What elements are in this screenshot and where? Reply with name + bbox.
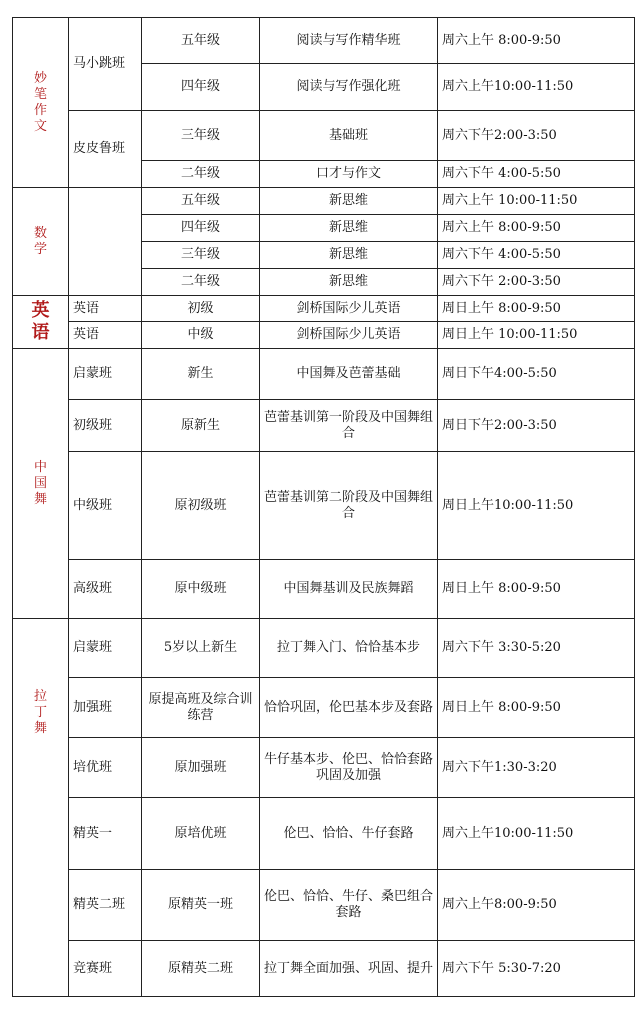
time-cell: 周日下午2:00-3:50 — [438, 400, 635, 452]
time-cell: 周六下午 4:00-5:50 — [438, 161, 635, 188]
table-row — [13, 349, 635, 400]
grade-cell: 五年级 — [142, 188, 260, 215]
schedule-table — [12, 17, 635, 997]
class-name: 培优班 — [69, 738, 142, 798]
subject-latin-dance: 拉丁舞 — [13, 619, 69, 997]
class-name: 启蒙班 — [69, 619, 142, 678]
time-cell: 周日上午 8:00-9:50 — [438, 560, 635, 619]
class-name: 高级班 — [69, 560, 142, 619]
grade-cell: 二年级 — [142, 269, 260, 296]
time-cell: 周六上午10:00-11:50 — [438, 798, 635, 870]
grade-cell: 原提高班及综合训练营 — [142, 678, 260, 738]
class-name: 精英二班 — [69, 870, 142, 941]
time-cell: 周六上午 10:00-11:50 — [438, 188, 635, 215]
grade-cell: 原培优班 — [142, 798, 260, 870]
grade-cell: 原中级班 — [142, 560, 260, 619]
table-row — [13, 798, 635, 870]
grade-cell: 三年级 — [142, 111, 260, 161]
course-cell: 口才与作文 — [260, 161, 438, 188]
grade-cell: 三年级 — [142, 242, 260, 269]
time-cell: 周日上午 8:00-9:50 — [438, 678, 635, 738]
subject-math: 数学 — [13, 188, 69, 296]
course-cell: 剑桥国际少儿英语 — [260, 296, 438, 322]
class-name: 皮皮鲁班 — [69, 111, 142, 188]
grade-cell: 5岁以上新生 — [142, 619, 260, 678]
table-row — [13, 941, 635, 997]
table-row — [13, 452, 635, 560]
time-cell: 周日下午4:00-5:50 — [438, 349, 635, 400]
time-cell: 周日上午 8:00-9:50 — [438, 296, 635, 322]
time-cell: 周六上午 8:00-9:50 — [438, 18, 635, 64]
course-cell: 剑桥国际少儿英语 — [260, 322, 438, 349]
table-row — [13, 738, 635, 798]
subject-chinese-dance: 中国舞 — [13, 349, 69, 619]
course-cell: 牛仔基本步、伦巴、恰恰套路巩固及加强 — [260, 738, 438, 798]
grade-cell: 四年级 — [142, 215, 260, 242]
subject-english: 英语 — [13, 296, 69, 349]
grade-cell: 原加强班 — [142, 738, 260, 798]
class-name — [69, 188, 142, 296]
time-cell: 周六下午 3:30-5:20 — [438, 619, 635, 678]
grade-cell: 原精英二班 — [142, 941, 260, 997]
course-cell: 恰恰巩固，伦巴基本步及套路 — [260, 678, 438, 738]
class-name: 英语 — [69, 296, 142, 322]
course-cell: 芭蕾基训第一阶段及中国舞组合 — [260, 400, 438, 452]
class-name: 加强班 — [69, 678, 142, 738]
course-cell: 新思维 — [260, 215, 438, 242]
course-cell: 拉丁舞全面加强、巩固、提升 — [260, 941, 438, 997]
grade-cell: 新生 — [142, 349, 260, 400]
table-row — [13, 560, 635, 619]
level-cell: 中级 — [142, 322, 260, 349]
time-cell: 周六上午 8:00-9:50 — [438, 215, 635, 242]
table-row — [13, 188, 635, 215]
class-name: 初级班 — [69, 400, 142, 452]
class-name: 启蒙班 — [69, 349, 142, 400]
course-cell: 新思维 — [260, 269, 438, 296]
course-cell: 新思维 — [260, 188, 438, 215]
table-row — [13, 296, 635, 322]
time-cell: 周六下午1:30-3:20 — [438, 738, 635, 798]
time-cell: 周六下午 2:00-3:50 — [438, 269, 635, 296]
course-cell: 芭蕾基训第二阶段及中国舞组合 — [260, 452, 438, 560]
course-cell: 中国舞及芭蕾基础 — [260, 349, 438, 400]
table-row — [13, 111, 635, 161]
grade-cell: 原新生 — [142, 400, 260, 452]
class-name: 马小跳班 — [69, 18, 142, 111]
course-cell: 伦巴、恰恰、牛仔套路 — [260, 798, 438, 870]
time-cell: 周日上午10:00-11:50 — [438, 452, 635, 560]
grade-cell: 五年级 — [142, 18, 260, 64]
subject-composition: 妙笔作文 — [13, 18, 69, 188]
course-cell: 基础班 — [260, 111, 438, 161]
grade-cell: 原初级班 — [142, 452, 260, 560]
table-row — [13, 322, 635, 349]
course-cell: 伦巴、恰恰、牛仔、桑巴组合套路 — [260, 870, 438, 941]
grade-cell: 原精英一班 — [142, 870, 260, 941]
table-row — [13, 870, 635, 941]
course-cell: 中国舞基训及民族舞蹈 — [260, 560, 438, 619]
course-cell: 新思维 — [260, 242, 438, 269]
table-row — [13, 400, 635, 452]
table-row — [13, 619, 635, 678]
class-name: 竞赛班 — [69, 941, 142, 997]
class-name: 精英一 — [69, 798, 142, 870]
time-cell: 周六下午2:00-3:50 — [438, 111, 635, 161]
time-cell: 周六上午8:00-9:50 — [438, 870, 635, 941]
grade-cell: 四年级 — [142, 64, 260, 111]
time-cell: 周六上午10:00-11:50 — [438, 64, 635, 111]
course-cell: 拉丁舞入门、恰恰基本步 — [260, 619, 438, 678]
course-cell: 阅读与写作精华班 — [260, 18, 438, 64]
time-cell: 周六下午 4:00-5:50 — [438, 242, 635, 269]
time-cell: 周六下午 5:30-7:20 — [438, 941, 635, 997]
table-row — [13, 18, 635, 64]
table-row — [13, 678, 635, 738]
class-name: 英语 — [69, 322, 142, 349]
class-name: 中级班 — [69, 452, 142, 560]
grade-cell: 二年级 — [142, 161, 260, 188]
course-cell: 阅读与写作强化班 — [260, 64, 438, 111]
level-cell: 初级 — [142, 296, 260, 322]
time-cell: 周日上午 10:00-11:50 — [438, 322, 635, 349]
